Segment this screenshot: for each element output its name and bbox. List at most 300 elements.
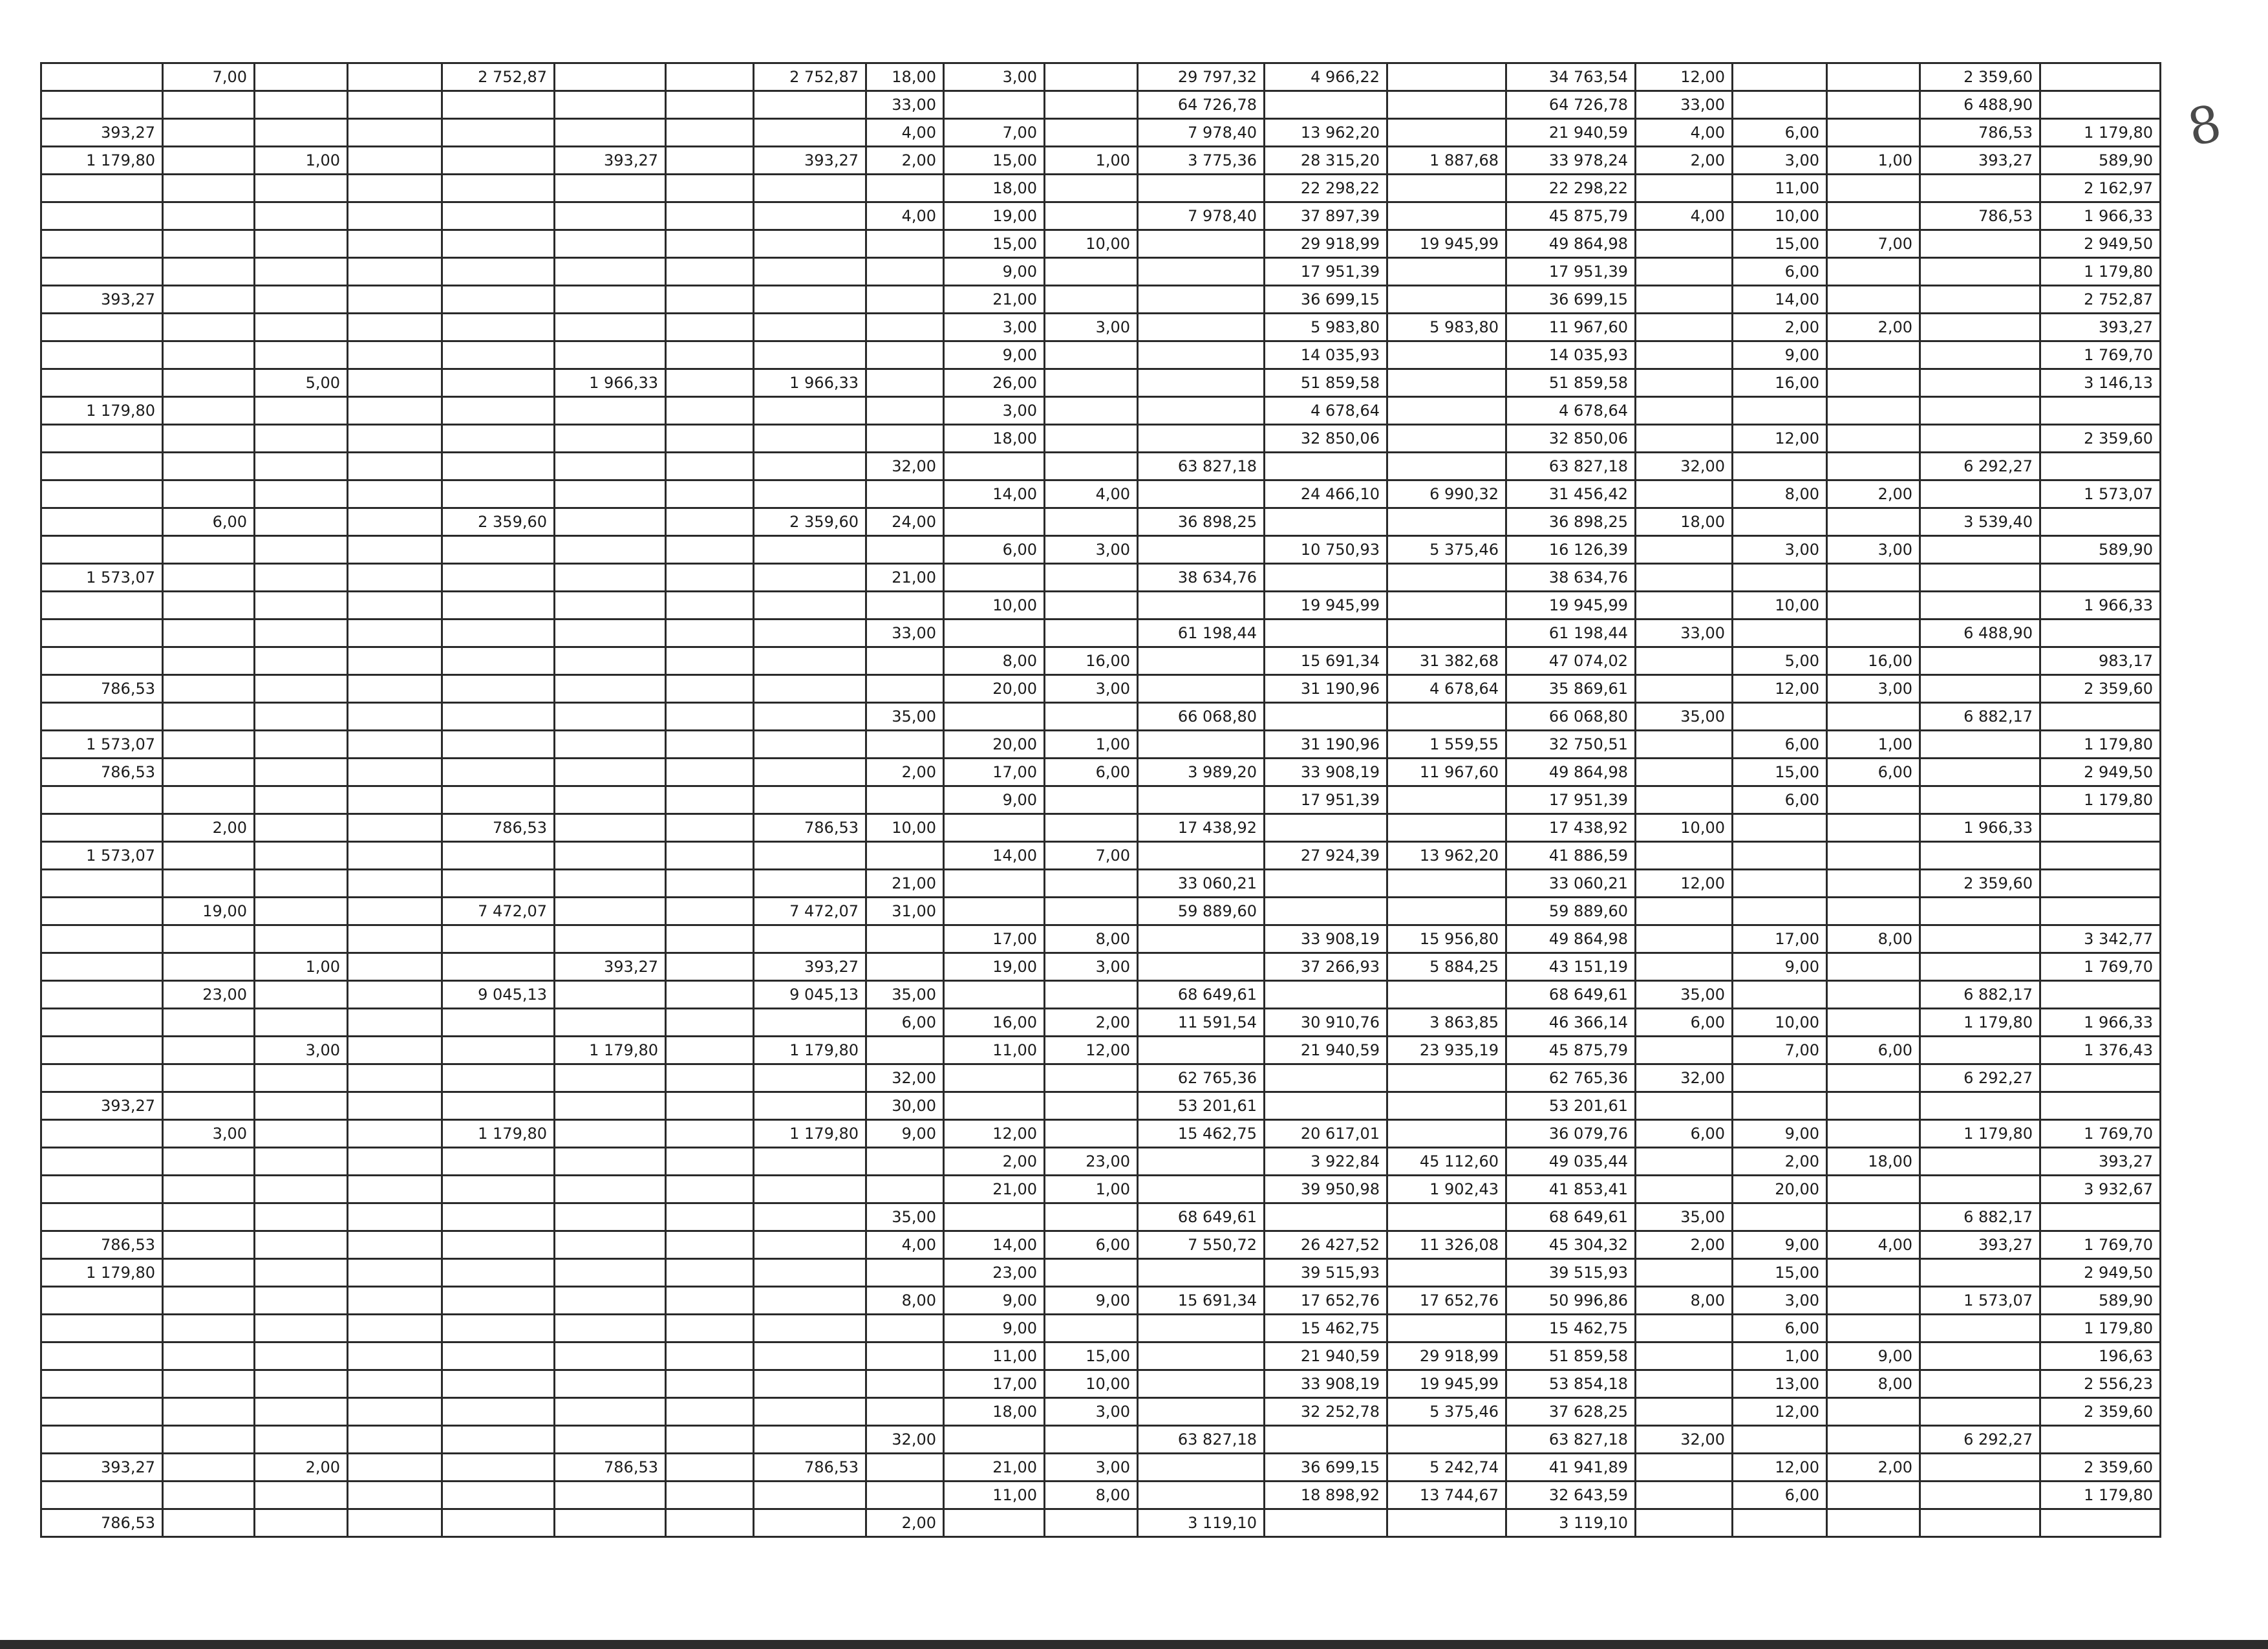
table-cell: 32 850,06 xyxy=(1265,425,1387,453)
table-cell xyxy=(348,898,442,925)
table-cell: 28 315,20 xyxy=(1265,147,1387,175)
table-cell xyxy=(442,230,555,258)
table-cell: 33 908,19 xyxy=(1265,1370,1387,1398)
table-cell xyxy=(754,647,866,675)
table-cell xyxy=(666,731,754,759)
table-cell xyxy=(1827,898,1920,925)
table-cell xyxy=(1045,870,1138,898)
table-cell xyxy=(555,1259,666,1287)
table-cell xyxy=(555,731,666,759)
table-cell xyxy=(666,175,754,202)
table-cell xyxy=(944,1203,1045,1231)
table-cell xyxy=(1636,1315,1733,1342)
table-cell: 6 882,17 xyxy=(1920,703,2040,731)
table-cell xyxy=(442,759,555,786)
table-cell xyxy=(255,981,348,1009)
table-cell xyxy=(163,953,255,981)
table-cell xyxy=(555,1342,666,1370)
table-cell: 12,00 xyxy=(1636,63,1733,91)
table-cell: 786,53 xyxy=(1920,119,2040,147)
table-cell xyxy=(442,175,555,202)
table-cell: 63 827,18 xyxy=(1506,1426,1636,1454)
table-cell: 26,00 xyxy=(944,369,1045,397)
table-cell: 63 827,18 xyxy=(1138,453,1265,480)
table-cell: 11 326,08 xyxy=(1387,1231,1506,1259)
table-cell xyxy=(1636,286,1733,314)
table-cell: 1 179,80 xyxy=(2040,786,2161,814)
table-cell xyxy=(348,397,442,425)
table-cell xyxy=(754,703,866,731)
table-cell xyxy=(1387,592,1506,620)
table-cell: 19 945,99 xyxy=(1387,1370,1506,1398)
table-cell: 7 472,07 xyxy=(754,898,866,925)
table-cell: 5 375,46 xyxy=(1387,1398,1506,1426)
table-cell: 1 179,80 xyxy=(41,147,163,175)
table-cell xyxy=(555,341,666,369)
table-cell xyxy=(555,202,666,230)
table-cell: 1 179,80 xyxy=(2040,119,2161,147)
table-cell xyxy=(1920,925,2040,953)
table-cell xyxy=(666,480,754,508)
table-cell xyxy=(754,480,866,508)
table-cell: 35,00 xyxy=(1636,981,1733,1009)
table-cell xyxy=(555,814,666,842)
table-cell: 21,00 xyxy=(944,1176,1045,1203)
table-row xyxy=(41,425,2161,453)
table-cell xyxy=(442,119,555,147)
table-cell xyxy=(348,91,442,119)
table-cell xyxy=(1387,1259,1506,1287)
table-cell: 51 859,58 xyxy=(1506,1342,1636,1370)
table-cell xyxy=(1920,1315,2040,1342)
table-cell xyxy=(348,1259,442,1287)
table-cell xyxy=(754,397,866,425)
table-cell xyxy=(1733,1064,1827,1092)
table-cell: 30 910,76 xyxy=(1265,1009,1387,1037)
table-cell xyxy=(41,230,163,258)
table-cell: 7 978,40 xyxy=(1138,202,1265,230)
table-cell xyxy=(348,1454,442,1482)
table-cell xyxy=(2040,1509,2161,1537)
table-cell xyxy=(666,1064,754,1092)
table-cell xyxy=(348,453,442,480)
table-cell xyxy=(754,1315,866,1342)
table-cell xyxy=(1387,63,1506,91)
table-cell xyxy=(555,1203,666,1231)
table-cell: 41 941,89 xyxy=(1506,1454,1636,1482)
table-cell xyxy=(1827,786,1920,814)
table-cell xyxy=(1920,314,2040,341)
table-cell xyxy=(442,647,555,675)
table-cell: 17 951,39 xyxy=(1265,786,1387,814)
table-cell xyxy=(754,759,866,786)
table-cell: 8,00 xyxy=(866,1287,944,1315)
table-cell xyxy=(1045,981,1138,1009)
table-cell xyxy=(1636,647,1733,675)
table-cell: 31 456,42 xyxy=(1506,480,1636,508)
table-cell: 1 573,07 xyxy=(41,564,163,592)
table-row xyxy=(41,564,2161,592)
table-cell: 17 652,76 xyxy=(1387,1287,1506,1315)
table-cell: 1 179,80 xyxy=(41,1259,163,1287)
table-cell xyxy=(163,564,255,592)
table-cell xyxy=(255,258,348,286)
table-cell xyxy=(1387,898,1506,925)
table-cell xyxy=(866,647,944,675)
table-cell: 6,00 xyxy=(1636,1009,1733,1037)
table-cell: 14,00 xyxy=(1733,286,1827,314)
table-cell xyxy=(1387,1203,1506,1231)
table-cell: 786,53 xyxy=(1920,202,2040,230)
table-cell: 6 882,17 xyxy=(1920,981,2040,1009)
table-cell: 64 726,78 xyxy=(1138,91,1265,119)
table-cell xyxy=(348,1231,442,1259)
table-cell: 8,00 xyxy=(1827,925,1920,953)
table-cell xyxy=(944,564,1045,592)
table-cell xyxy=(442,564,555,592)
table-cell xyxy=(442,1092,555,1120)
table-cell: 15 462,75 xyxy=(1138,1120,1265,1148)
table-cell xyxy=(666,786,754,814)
table-cell xyxy=(1827,870,1920,898)
table-cell xyxy=(255,1482,348,1509)
table-cell xyxy=(866,1315,944,1342)
table-cell: 2 949,50 xyxy=(2040,230,2161,258)
table-cell xyxy=(163,1315,255,1342)
table-cell: 10,00 xyxy=(1733,592,1827,620)
table-cell xyxy=(348,1315,442,1342)
table-cell: 2,00 xyxy=(1827,314,1920,341)
table-cell xyxy=(666,1092,754,1120)
table-cell xyxy=(944,91,1045,119)
table-cell xyxy=(1636,397,1733,425)
table-cell xyxy=(348,1203,442,1231)
table-cell: 2 162,97 xyxy=(2040,175,2161,202)
table-cell xyxy=(666,592,754,620)
table-cell xyxy=(1387,397,1506,425)
table-cell: 393,27 xyxy=(41,119,163,147)
table-cell xyxy=(442,1148,555,1176)
table-cell xyxy=(555,175,666,202)
table-cell xyxy=(666,1482,754,1509)
table-cell: 33 908,19 xyxy=(1265,925,1387,953)
table-cell: 15 691,34 xyxy=(1265,647,1387,675)
table-cell: 5 375,46 xyxy=(1387,536,1506,564)
table-cell xyxy=(555,564,666,592)
table-cell xyxy=(1827,341,1920,369)
table-cell xyxy=(555,786,666,814)
table-cell xyxy=(1733,1203,1827,1231)
table-cell xyxy=(163,147,255,175)
table-cell xyxy=(1138,953,1265,981)
table-cell xyxy=(1387,202,1506,230)
table-cell xyxy=(1827,397,1920,425)
table-cell: 46 366,14 xyxy=(1506,1009,1636,1037)
table-cell xyxy=(348,1287,442,1315)
table-cell: 4,00 xyxy=(1045,480,1138,508)
table-cell xyxy=(1920,480,2040,508)
table-cell xyxy=(866,314,944,341)
table-cell: 12,00 xyxy=(1636,870,1733,898)
table-cell: 1 769,70 xyxy=(2040,341,2161,369)
table-cell xyxy=(754,564,866,592)
table-cell xyxy=(348,814,442,842)
table-cell: 4,00 xyxy=(866,1231,944,1259)
table-cell xyxy=(754,731,866,759)
table-cell xyxy=(1387,286,1506,314)
table-cell: 1 966,33 xyxy=(2040,202,2161,230)
table-cell: 2 556,23 xyxy=(2040,1370,2161,1398)
table-cell xyxy=(1636,1398,1733,1426)
table-cell xyxy=(442,1509,555,1537)
table-cell: 3 989,20 xyxy=(1138,759,1265,786)
table-cell: 63 827,18 xyxy=(1506,453,1636,480)
table-cell: 1 966,33 xyxy=(2040,592,2161,620)
table-cell: 29 797,32 xyxy=(1138,63,1265,91)
table-cell xyxy=(41,1287,163,1315)
table-cell xyxy=(1138,842,1265,870)
table-cell: 2,00 xyxy=(1733,314,1827,341)
table-cell xyxy=(666,842,754,870)
table-cell: 49 035,44 xyxy=(1506,1148,1636,1176)
table-cell xyxy=(1265,1509,1387,1537)
table-cell xyxy=(666,675,754,703)
table-cell xyxy=(754,286,866,314)
table-cell: 983,17 xyxy=(2040,647,2161,675)
table-cell xyxy=(555,1231,666,1259)
table-cell xyxy=(255,1203,348,1231)
table-row xyxy=(41,453,2161,480)
table-cell: 38 634,76 xyxy=(1138,564,1265,592)
table-cell: 3,00 xyxy=(255,1037,348,1064)
table-cell xyxy=(442,369,555,397)
table-cell: 30,00 xyxy=(866,1092,944,1120)
table-cell xyxy=(1920,1398,2040,1426)
table-cell xyxy=(1045,564,1138,592)
table-cell: 12,00 xyxy=(1045,1037,1138,1064)
table-cell xyxy=(866,286,944,314)
table-cell xyxy=(1733,842,1827,870)
table-cell: 68 649,61 xyxy=(1506,981,1636,1009)
table-cell xyxy=(1920,369,2040,397)
table-cell xyxy=(348,147,442,175)
table-cell: 68 649,61 xyxy=(1138,1203,1265,1231)
table-cell xyxy=(1138,341,1265,369)
table-cell xyxy=(1045,592,1138,620)
table-cell xyxy=(866,425,944,453)
table-cell xyxy=(255,1092,348,1120)
table-cell: 19 945,99 xyxy=(1506,592,1636,620)
table-cell: 20 617,01 xyxy=(1265,1120,1387,1148)
table-cell: 786,53 xyxy=(41,675,163,703)
table-cell xyxy=(163,1037,255,1064)
table-cell xyxy=(754,1259,866,1287)
table-cell: 5,00 xyxy=(1733,647,1827,675)
table-cell xyxy=(1138,286,1265,314)
table-cell xyxy=(255,898,348,925)
table-cell: 53 201,61 xyxy=(1138,1092,1265,1120)
table-cell: 32,00 xyxy=(1636,1426,1733,1454)
table-cell: 4,00 xyxy=(1827,1231,1920,1259)
table-cell xyxy=(1636,536,1733,564)
table-cell xyxy=(666,119,754,147)
table-cell xyxy=(1636,925,1733,953)
table-cell xyxy=(1827,119,1920,147)
table-cell: 10,00 xyxy=(1733,1009,1827,1037)
table-cell xyxy=(442,147,555,175)
table-cell: 1 966,33 xyxy=(2040,1009,2161,1037)
table-cell xyxy=(2040,1203,2161,1231)
table-cell xyxy=(754,870,866,898)
table-cell xyxy=(1045,425,1138,453)
table-cell xyxy=(163,703,255,731)
table-row xyxy=(41,1426,2161,1454)
table-cell: 36 699,15 xyxy=(1265,1454,1387,1482)
table-cell: 9,00 xyxy=(944,786,1045,814)
table-cell: 3,00 xyxy=(1045,1398,1138,1426)
table-cell: 35,00 xyxy=(866,703,944,731)
table-cell: 12,00 xyxy=(1733,425,1827,453)
table-cell: 59 889,60 xyxy=(1506,898,1636,925)
table-cell: 39 515,93 xyxy=(1506,1259,1636,1287)
table-cell: 6 292,27 xyxy=(1920,1064,2040,1092)
table-cell: 1,00 xyxy=(1733,1342,1827,1370)
table-cell xyxy=(163,1398,255,1426)
table-cell xyxy=(866,731,944,759)
table-cell: 6,00 xyxy=(1733,786,1827,814)
table-cell xyxy=(348,1009,442,1037)
table-cell xyxy=(754,175,866,202)
table-cell xyxy=(1733,981,1827,1009)
table-cell: 62 765,36 xyxy=(1138,1064,1265,1092)
table-cell: 8,00 xyxy=(1827,1370,1920,1398)
table-cell xyxy=(348,870,442,898)
table-cell xyxy=(442,480,555,508)
table-cell xyxy=(163,731,255,759)
table-cell xyxy=(1827,1064,1920,1092)
table-cell xyxy=(163,536,255,564)
table-cell xyxy=(163,1287,255,1315)
table-cell xyxy=(1920,675,2040,703)
table-cell xyxy=(442,1342,555,1370)
table-row xyxy=(41,91,2161,119)
table-cell: 33 908,19 xyxy=(1265,759,1387,786)
table-cell xyxy=(255,1426,348,1454)
table-cell xyxy=(41,175,163,202)
table-cell xyxy=(41,369,163,397)
table-cell xyxy=(41,786,163,814)
table-cell xyxy=(1636,842,1733,870)
table-cell xyxy=(1733,703,1827,731)
table-cell: 2,00 xyxy=(1827,480,1920,508)
table-cell: 3,00 xyxy=(1045,953,1138,981)
table-cell: 2,00 xyxy=(866,1509,944,1537)
table-cell: 29 918,99 xyxy=(1265,230,1387,258)
table-cell: 51 859,58 xyxy=(1265,369,1387,397)
table-cell xyxy=(1636,1176,1733,1203)
table-cell xyxy=(1733,1509,1827,1537)
table-cell: 3,00 xyxy=(944,397,1045,425)
table-cell xyxy=(666,1370,754,1398)
table-cell: 18,00 xyxy=(944,1398,1045,1426)
table-cell xyxy=(163,119,255,147)
table-cell xyxy=(754,1176,866,1203)
table-cell xyxy=(555,1176,666,1203)
table-cell xyxy=(555,647,666,675)
table-cell: 6,00 xyxy=(1045,1231,1138,1259)
table-cell: 8,00 xyxy=(1045,1482,1138,1509)
table-cell xyxy=(1920,1148,2040,1176)
table-cell: 393,27 xyxy=(2040,314,2161,341)
table-cell xyxy=(348,1037,442,1064)
table-cell: 36 898,25 xyxy=(1506,508,1636,536)
table-cell: 32,00 xyxy=(1636,1064,1733,1092)
table-cell: 16 126,39 xyxy=(1506,536,1636,564)
table-cell xyxy=(1733,63,1827,91)
table-cell xyxy=(1827,1259,1920,1287)
table-cell: 9,00 xyxy=(1733,1231,1827,1259)
table-cell xyxy=(442,1259,555,1287)
table-cell xyxy=(944,1426,1045,1454)
table-cell xyxy=(348,536,442,564)
table-cell: 27 924,39 xyxy=(1265,842,1387,870)
table-cell: 49 864,98 xyxy=(1506,759,1636,786)
table-cell xyxy=(2040,981,2161,1009)
table-cell: 12,00 xyxy=(1733,1454,1827,1482)
table-cell xyxy=(1636,230,1733,258)
table-cell: 6,00 xyxy=(1827,1037,1920,1064)
table-cell: 32 252,78 xyxy=(1265,1398,1387,1426)
table-cell xyxy=(348,953,442,981)
table-cell xyxy=(1138,1398,1265,1426)
table-cell: 18,00 xyxy=(1636,508,1733,536)
table-cell xyxy=(255,1398,348,1426)
table-cell xyxy=(2040,63,2161,91)
table-cell xyxy=(1636,953,1733,981)
table-cell: 15,00 xyxy=(1733,1259,1827,1287)
table-cell xyxy=(348,341,442,369)
table-cell: 14,00 xyxy=(944,842,1045,870)
table-cell xyxy=(666,147,754,175)
table-cell xyxy=(348,1120,442,1148)
table-cell xyxy=(1387,1315,1506,1342)
table-cell: 36 699,15 xyxy=(1506,286,1636,314)
table-cell xyxy=(348,592,442,620)
table-cell xyxy=(41,1203,163,1231)
table-cell: 11,00 xyxy=(1733,175,1827,202)
table-cell: 393,27 xyxy=(1920,1231,2040,1259)
table-cell xyxy=(1045,1259,1138,1287)
table-cell: 7 472,07 xyxy=(442,898,555,925)
table-cell xyxy=(754,1287,866,1315)
table-cell xyxy=(255,230,348,258)
table-cell xyxy=(1045,91,1138,119)
table-cell xyxy=(754,536,866,564)
table-cell xyxy=(666,453,754,480)
table-cell xyxy=(1920,564,2040,592)
table-cell xyxy=(1827,953,1920,981)
table-cell xyxy=(555,1148,666,1176)
table-cell xyxy=(666,508,754,536)
table-cell xyxy=(1827,175,1920,202)
table-cell: 11,00 xyxy=(944,1037,1045,1064)
table-cell xyxy=(1827,369,1920,397)
table-cell xyxy=(255,1287,348,1315)
table-cell xyxy=(866,1148,944,1176)
table-cell xyxy=(1045,453,1138,480)
table-cell xyxy=(555,592,666,620)
table-cell xyxy=(1920,1482,2040,1509)
